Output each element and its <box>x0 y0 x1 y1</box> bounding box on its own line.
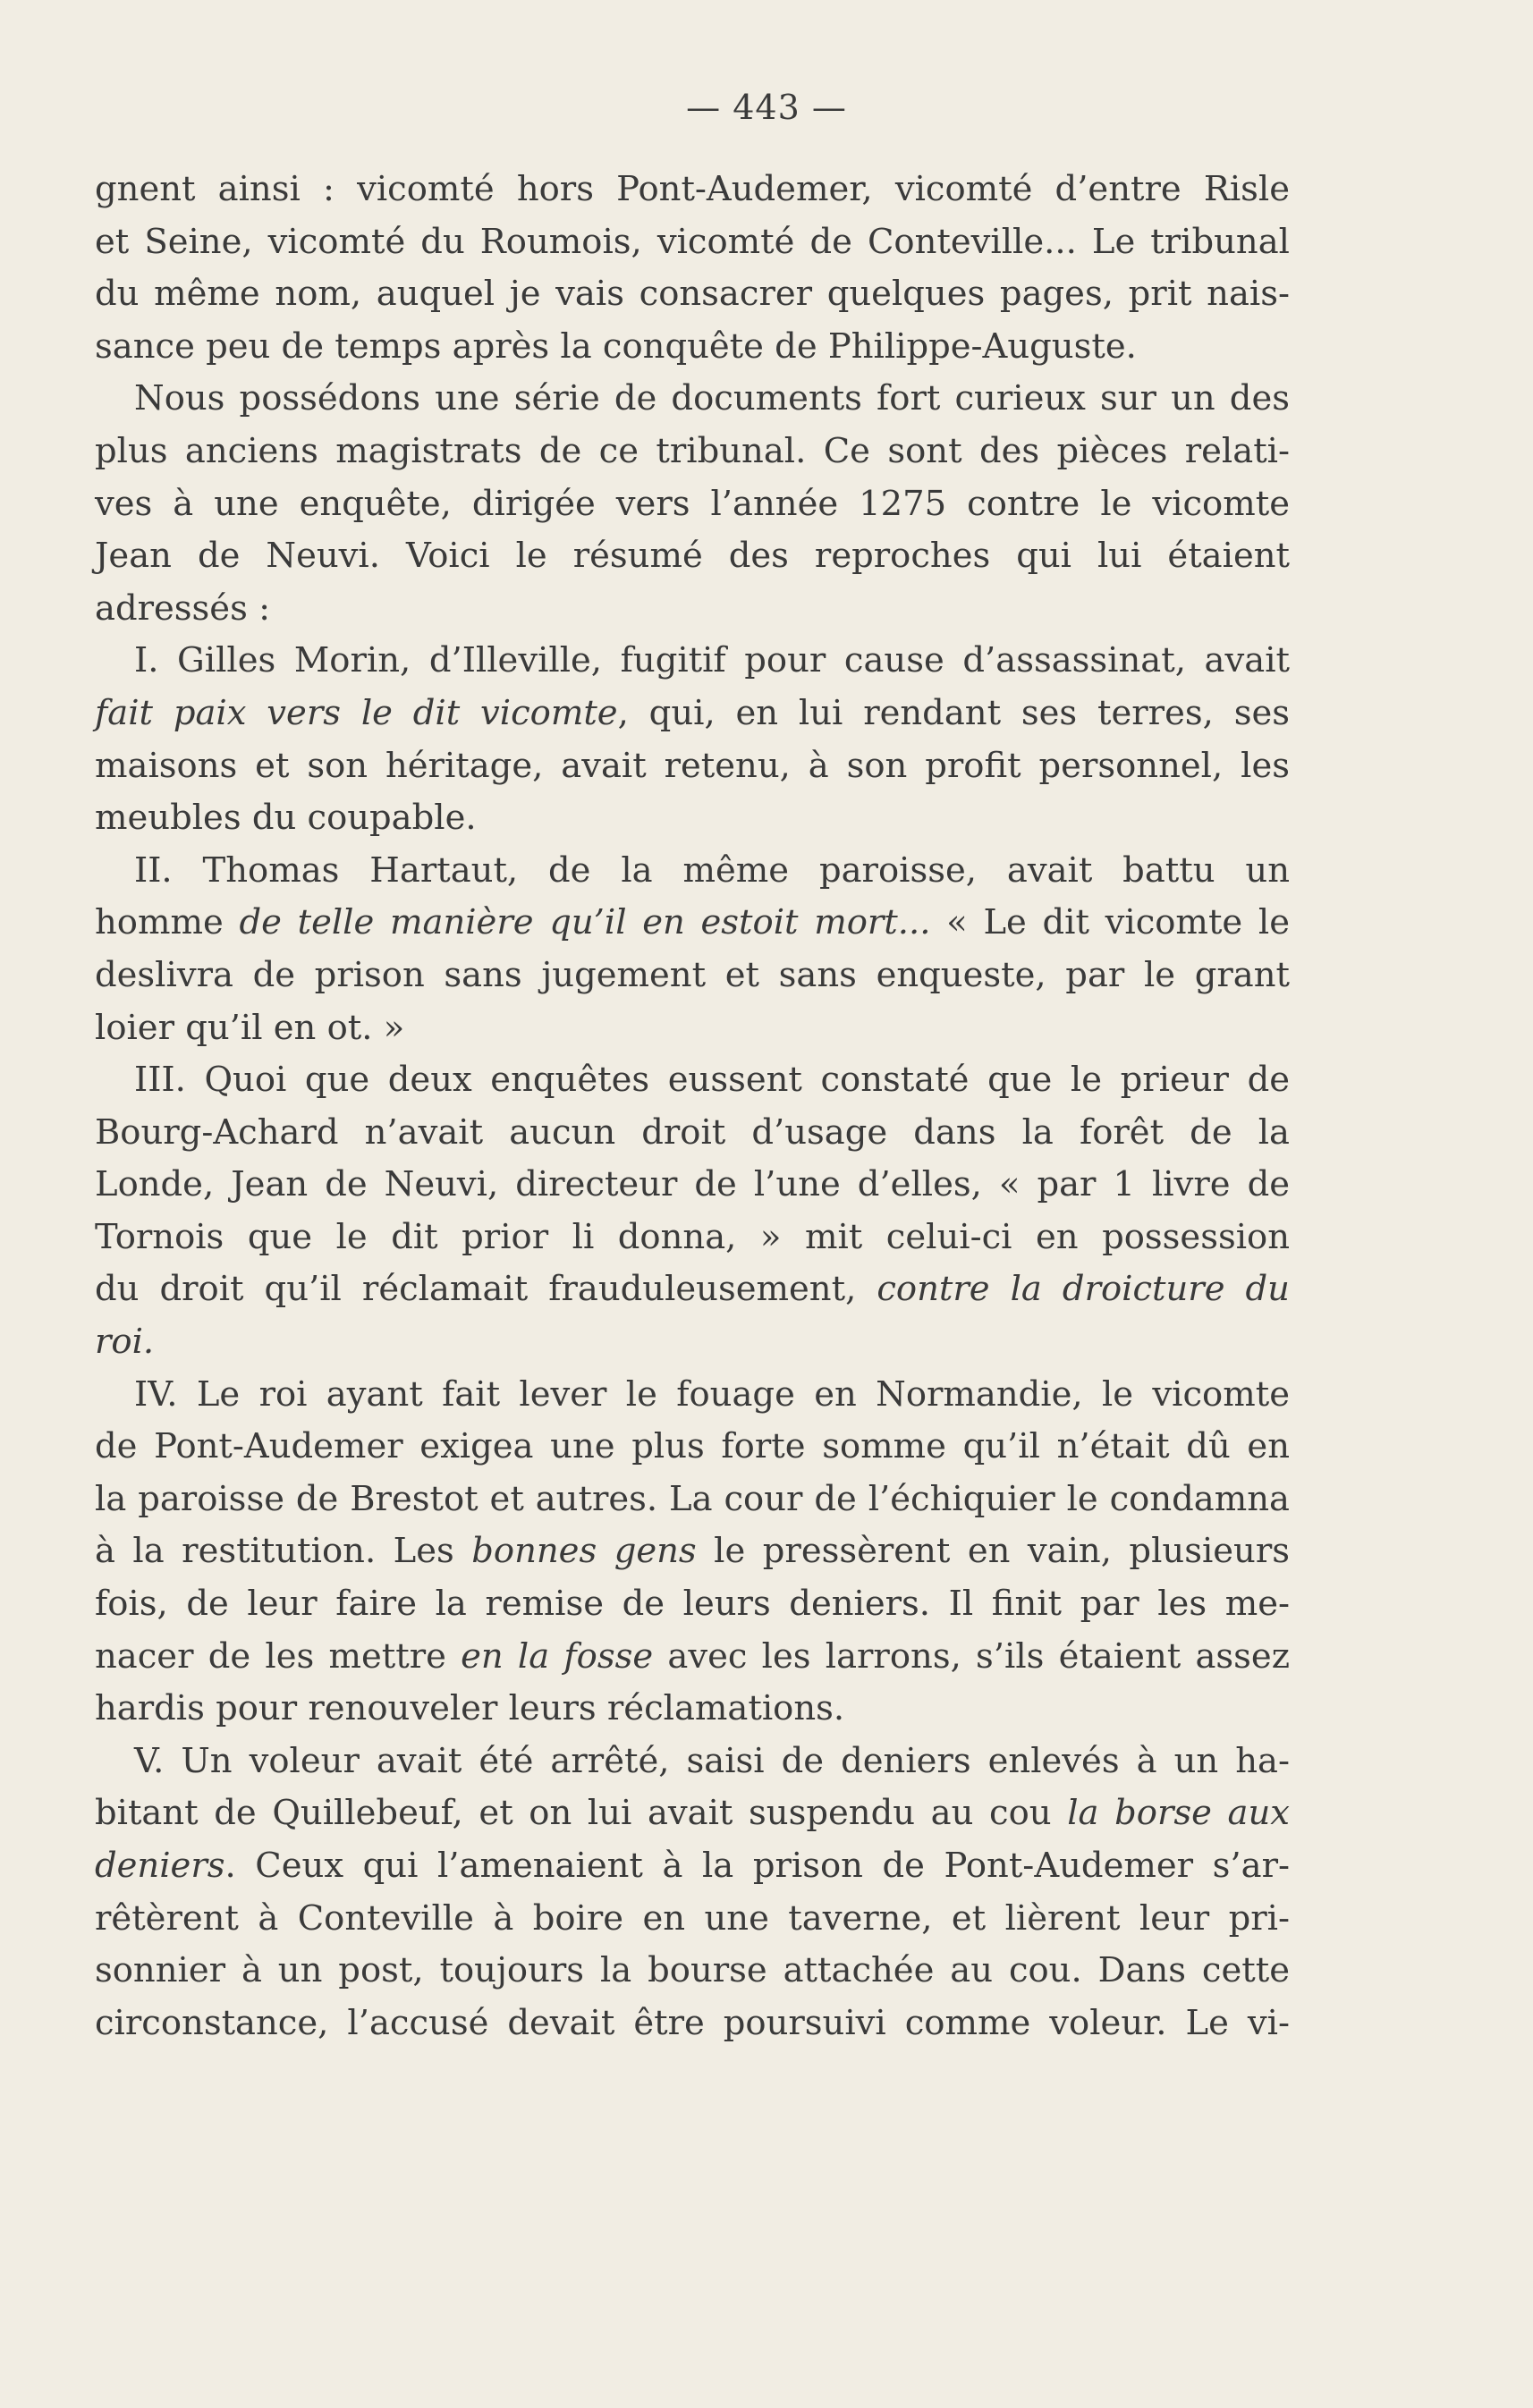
text-run: la paroisse de Brestot et autres. La cour de l’échiquier le condamna <box>95 1478 1290 1519</box>
text-line <box>95 1893 1290 1946</box>
text-run: homme <box>95 902 240 943</box>
italic-text: deniers <box>95 1846 225 1886</box>
text-line <box>95 1159 1290 1212</box>
italic-text: bonnes gens <box>471 1531 697 1572</box>
italic-text: en la fosse <box>461 1635 654 1677</box>
text-run: sonnier à un post, toujours la bourse attachée au cou. Dans cette <box>95 1950 1290 1991</box>
italic-text: roi. <box>95 1322 155 1363</box>
text-line <box>95 1525 1290 1578</box>
text-run: le pressèrent en vain, plusieurs <box>696 1531 1291 1572</box>
text-run: loier qu’il en ot. » <box>95 1007 405 1048</box>
text-run: « Le dit vicomte le <box>930 902 1290 943</box>
text-line <box>95 1787 1290 1840</box>
text-line <box>95 268 1290 321</box>
italic-text: fait paix vers le dit vicomte <box>95 692 618 733</box>
text-line <box>95 688 1290 740</box>
text-line <box>95 530 1290 583</box>
text-run: à la restitution. Les <box>95 1531 472 1572</box>
text-line <box>95 1945 1290 1998</box>
text-line <box>95 373 1290 426</box>
text-line <box>95 1002 1290 1055</box>
italic-text: de telle manière qu’il en estoit mort... <box>239 902 931 943</box>
text-line <box>95 478 1290 531</box>
text-run: circonstance, l’accusé devait être poursuivi comme voleur. Le vi- <box>95 2002 1290 2043</box>
text-run: Tornois que le dit prior li donna, » mit celui-ci en possession <box>95 1216 1290 1257</box>
text-run: plus anciens magistrats de ce tribunal. Ce sont des pièces relati- <box>95 430 1290 471</box>
text-line <box>95 1421 1290 1474</box>
text-line <box>95 1683 1290 1736</box>
text-run: du même nom, auquel je vais consacrer quelques pages, prit nais- <box>95 274 1290 315</box>
page-number: — 443 — <box>686 88 847 127</box>
text-run: et Seine, vicomté du Roumois, vicomté de Conteville... Le tribunal <box>95 221 1290 262</box>
text-run: II. Thomas Hartaut, de la même paroisse, avait battu un <box>134 849 1290 891</box>
text-line <box>95 583 1290 636</box>
text-line <box>95 216 1290 269</box>
text-run: de Pont-Audemer exigea une plus forte somme qu’il n’était dû en <box>95 1426 1290 1467</box>
text-line <box>95 1054 1290 1107</box>
text-line <box>95 1369 1290 1422</box>
text-line <box>95 1107 1290 1160</box>
text-line <box>95 1840 1290 1893</box>
text-run: meubles du coupable. <box>95 798 477 839</box>
text-run: Jean de Neuvi. Voici le résumé des reproches qui lui étaient <box>95 536 1290 577</box>
text-run: I. Gilles Morin, d’Illeville, fugitif pour cause d’assassinat, avait <box>134 640 1290 681</box>
text-line <box>95 1263 1290 1316</box>
text-run: sance peu de temps après la conquête de Philippe-Auguste. <box>95 325 1137 367</box>
text-line <box>95 1736 1290 1788</box>
text-line <box>95 1998 1290 2050</box>
text-line <box>95 740 1290 793</box>
text-run: Nous possédons une série de documents fort curieux sur un des <box>134 378 1290 419</box>
text-run: . Ceux qui l’amenaient à la prison de Pont-Audemer s’ar- <box>224 1846 1290 1886</box>
text-run: ves à une enquête, dirigée vers l’année 1275 contre le vicomte <box>95 483 1290 524</box>
text-line <box>95 792 1290 845</box>
italic-text: la borse aux <box>1067 1793 1290 1834</box>
text-run: rêtèrent à Conteville à boire en une taverne, et lièrent leur pri- <box>95 1897 1290 1939</box>
text-line <box>95 1631 1290 1684</box>
text-run: nacer de les mettre <box>95 1635 462 1677</box>
text-run: V. Un voleur avait été arrêté, saisi de deniers enlevés à un ha- <box>134 1740 1290 1781</box>
text-line <box>95 845 1290 898</box>
text-line <box>95 635 1290 688</box>
text-run: bitant de Quillebeuf, et on lui avait suspendu au cou <box>95 1793 1068 1834</box>
text-body <box>95 164 1290 2049</box>
text-run: , qui, en lui rendant ses terres, ses <box>617 692 1291 733</box>
text-line <box>95 321 1290 374</box>
text-run: deslivra de prison sans jugement et sans enqueste, par le grant <box>95 954 1290 995</box>
text-run: IV. Le roi ayant fait lever le fouage en Normandie, le vicomte <box>134 1373 1290 1415</box>
text-run: III. Quoi que deux enquêtes eussent constaté que le prieur de <box>134 1060 1290 1101</box>
text-line <box>95 1578 1290 1631</box>
text-line <box>95 1212 1290 1264</box>
text-run: fois, de leur faire la remise de leurs deniers. Il finit par les me- <box>95 1584 1290 1625</box>
text-run: hardis pour renouveler leurs réclamations. <box>95 1688 845 1729</box>
text-line <box>95 164 1290 216</box>
text-run: maisons et son héritage, avait retenu, à son profit personnel, les <box>95 745 1290 786</box>
text-line <box>95 426 1290 478</box>
text-run: adressés : <box>95 587 271 629</box>
italic-text: contre la droicture du <box>877 1269 1290 1310</box>
text-run: avec les larrons, s’ils étaient assez <box>653 1635 1290 1677</box>
text-line <box>95 1474 1290 1526</box>
text-run: gnent ainsi : vicomté hors Pont-Audemer, vicomté d’entre Risle <box>95 169 1290 209</box>
text-run: Bourg-Achard n’avait aucun droit d’usage dans la forêt de la <box>95 1111 1290 1153</box>
text-run: du droit qu’il réclamait frauduleusement, <box>95 1269 877 1310</box>
text-line <box>95 897 1290 950</box>
text-line <box>95 950 1290 1002</box>
text-run: Londe, Jean de Neuvi, directeur de l’une d’elles, « par 1 livre de <box>95 1164 1290 1205</box>
text-line <box>95 1316 1290 1369</box>
